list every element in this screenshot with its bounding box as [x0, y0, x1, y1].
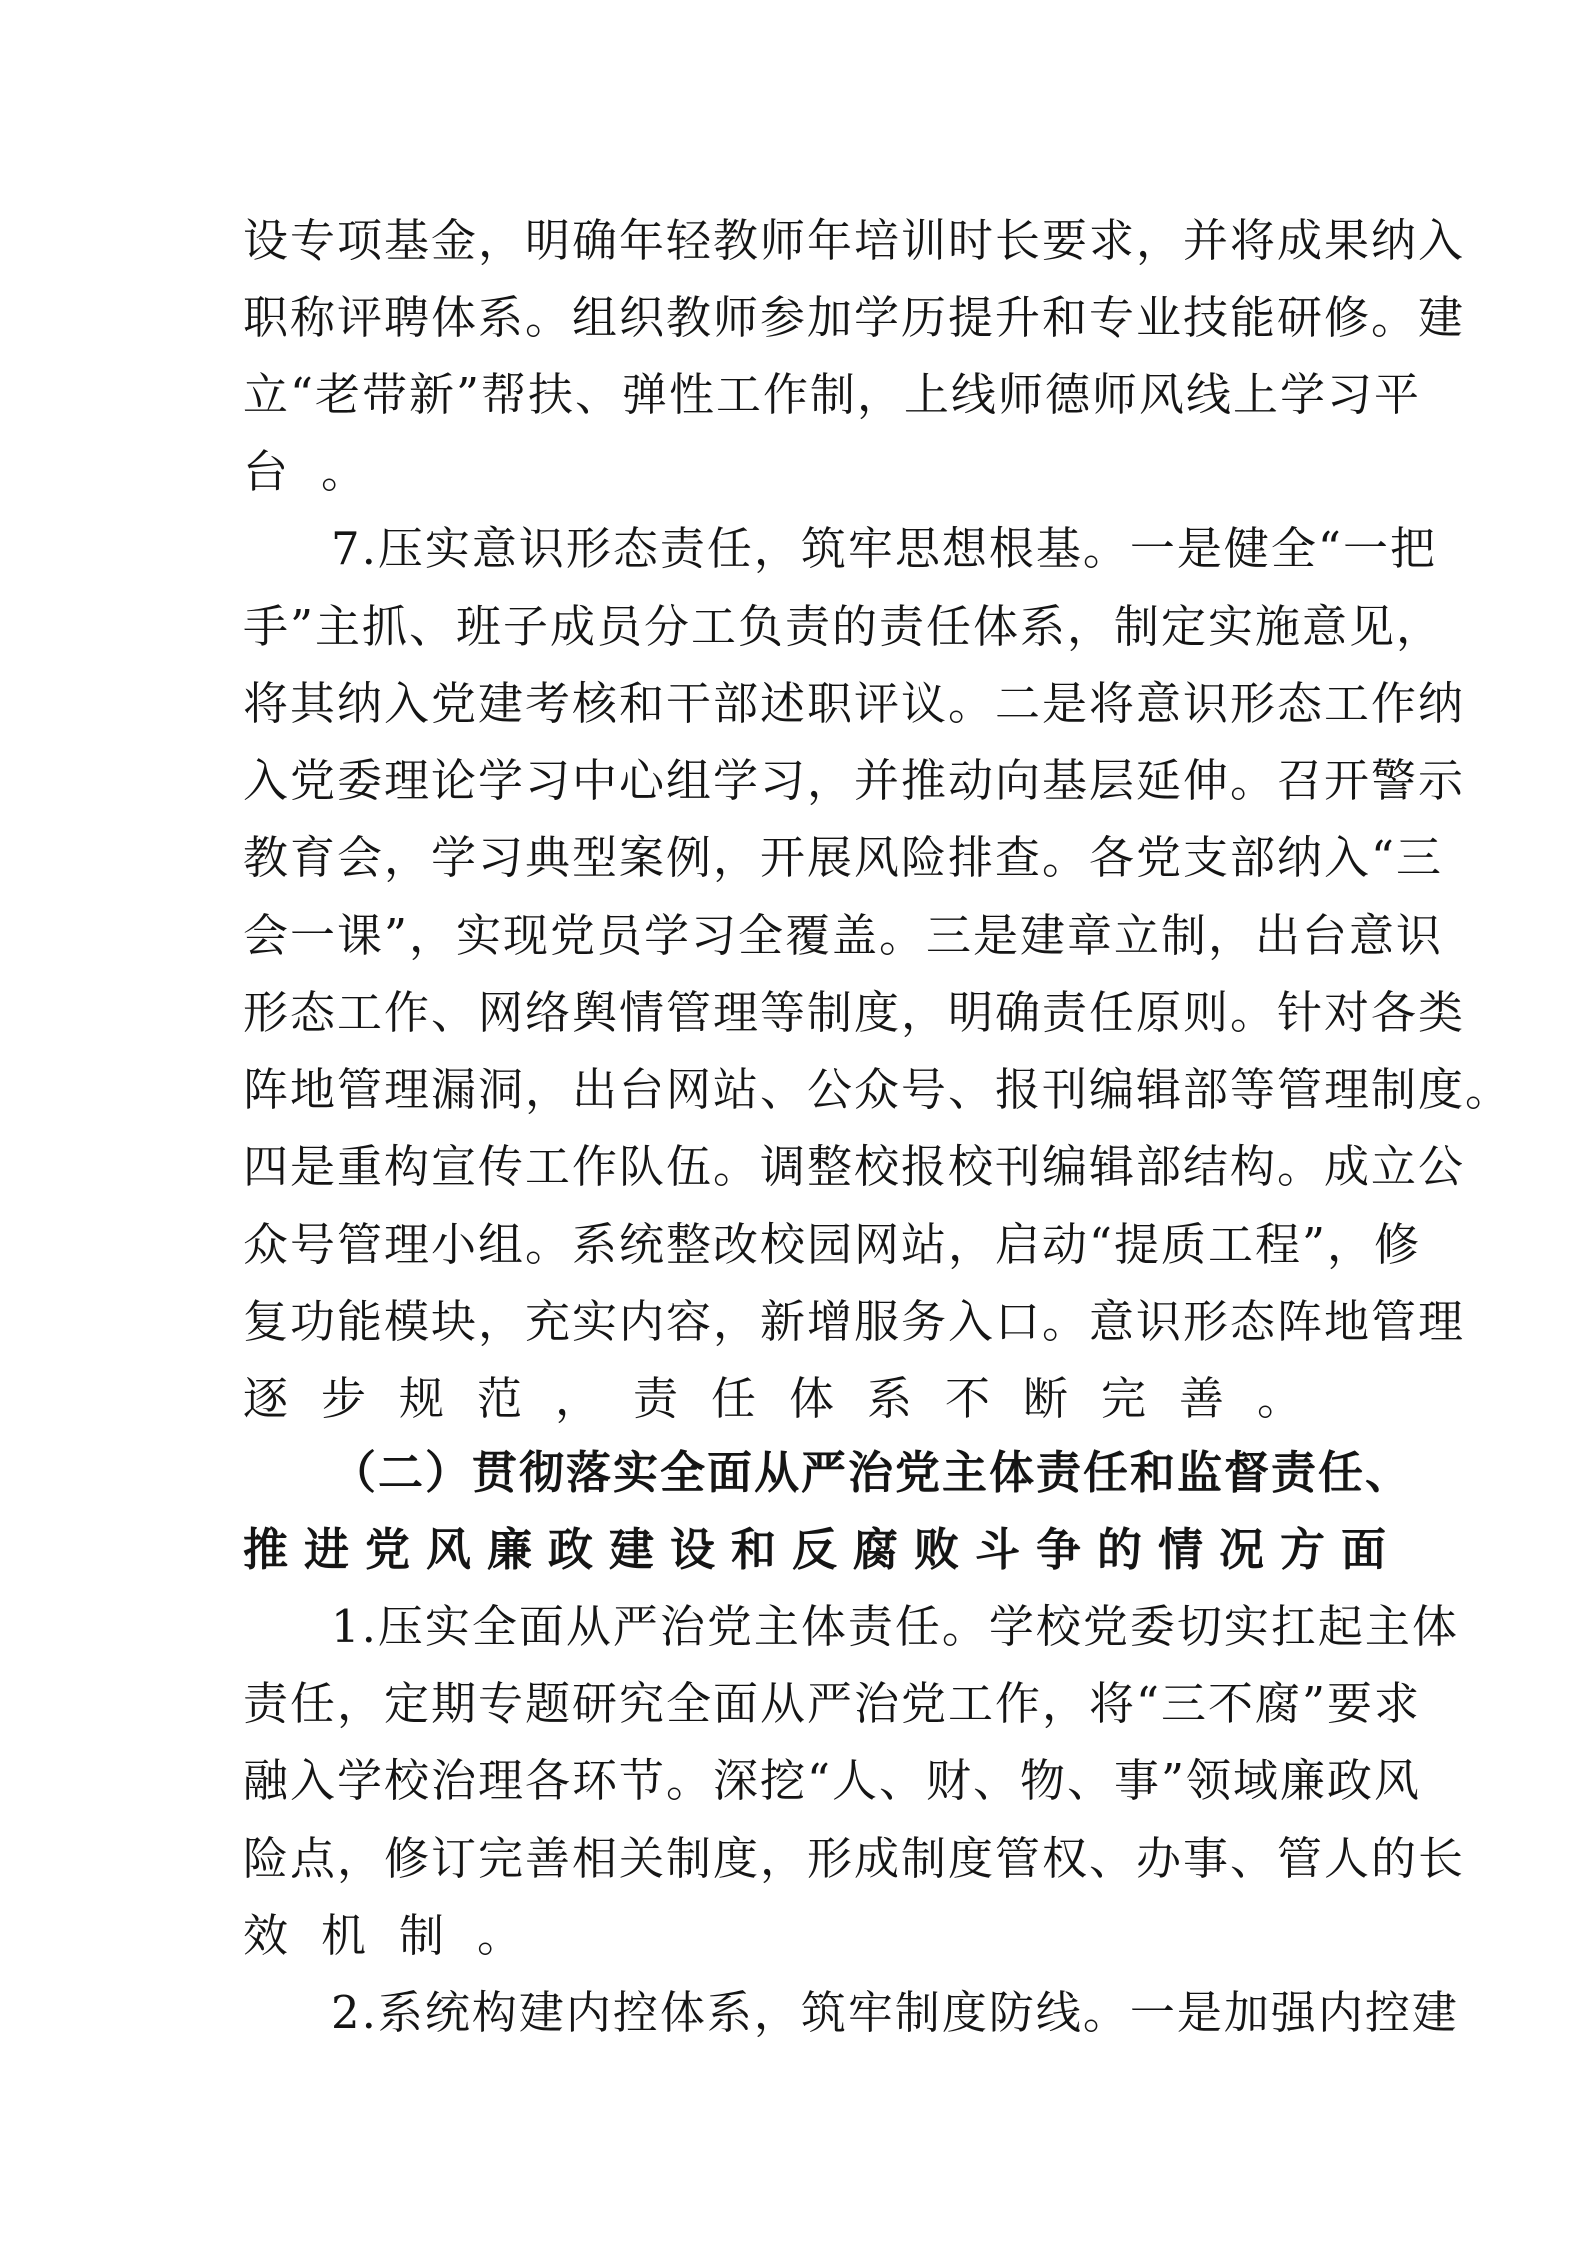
paragraph-line: 效机制。	[243, 1909, 556, 1962]
paragraph-line: 立“老带新”帮扶、弹性工作制，上线师德师风线上学习平	[243, 368, 1422, 421]
paragraph-line: 四是重构宣传工作队伍。调整校报校刊编辑部结构。成立公	[243, 1140, 1466, 1193]
paragraph-line: 设专项基金，明确年轻教师年培训时长要求，并将成果纳入	[243, 214, 1466, 267]
paragraph-line: 众号管理小组。系统整改校园网站，启动“提质工程”，修	[243, 1218, 1422, 1271]
paragraph-line: 逐步规范，责任体系不断完善。	[243, 1372, 1336, 1425]
section-heading-line: （二）贯彻落实全面从严治党主体责任和监督责任、	[331, 1446, 1413, 1499]
paragraph-line: 会一课”，实现党员学习全覆盖。三是建章立制，出台意识	[243, 909, 1444, 962]
paragraph-line: 教育会，学习典型案例，开展风险排查。各党支部纳入“三	[243, 831, 1444, 884]
section-item-2-line: 2.系统构建内控体系，筑牢制度防线。一是加强内控建	[331, 1986, 1459, 2039]
paragraph-line: 入党委理论学习中心组学习，并推动向基层延伸。召开警示	[243, 754, 1466, 807]
paragraph-line: 融入学校治理各环节。深挖“人、财、物、事”领域廉政风	[243, 1754, 1422, 1807]
section-item-1-line: 1.压实全面从严治党主体责任。学校党委切实扛起主体	[331, 1600, 1459, 1653]
paragraph-line: 职称评聘体系。组织教师参加学历提升和专业技能研修。建	[243, 291, 1466, 344]
section-item-7-line: 7.压实意识形态责任，筑牢思想根基。一是健全“一把	[331, 522, 1437, 575]
paragraph-line: 形态工作、网络舆情管理等制度，明确责任原则。针对各类	[243, 986, 1466, 1039]
paragraph-line: 台。	[243, 445, 400, 498]
paragraph-line: 复功能模块，充实内容，新增服务入口。意识形态阵地管理	[243, 1295, 1466, 1348]
section-heading-line: 推进党风廉政建设和反腐败斗争的情况方面	[243, 1523, 1403, 1576]
paragraph-line: 险点，修订完善相关制度，形成制度管权、办事、管人的长	[243, 1832, 1466, 1885]
paragraph-line: 将其纳入党建考核和干部述职评议。二是将意识形态工作纳	[243, 677, 1466, 730]
paragraph-line: 责任，定期专题研究全面从严治党工作，将“三不腐”要求	[243, 1677, 1422, 1730]
paragraph-line: 手”主抓、班子成员分工负责的责任体系，制定实施意见，	[243, 600, 1444, 653]
paragraph-line: 阵地管理漏洞，出台网站、公众号、报刊编辑部等管理制度。	[243, 1063, 1513, 1116]
